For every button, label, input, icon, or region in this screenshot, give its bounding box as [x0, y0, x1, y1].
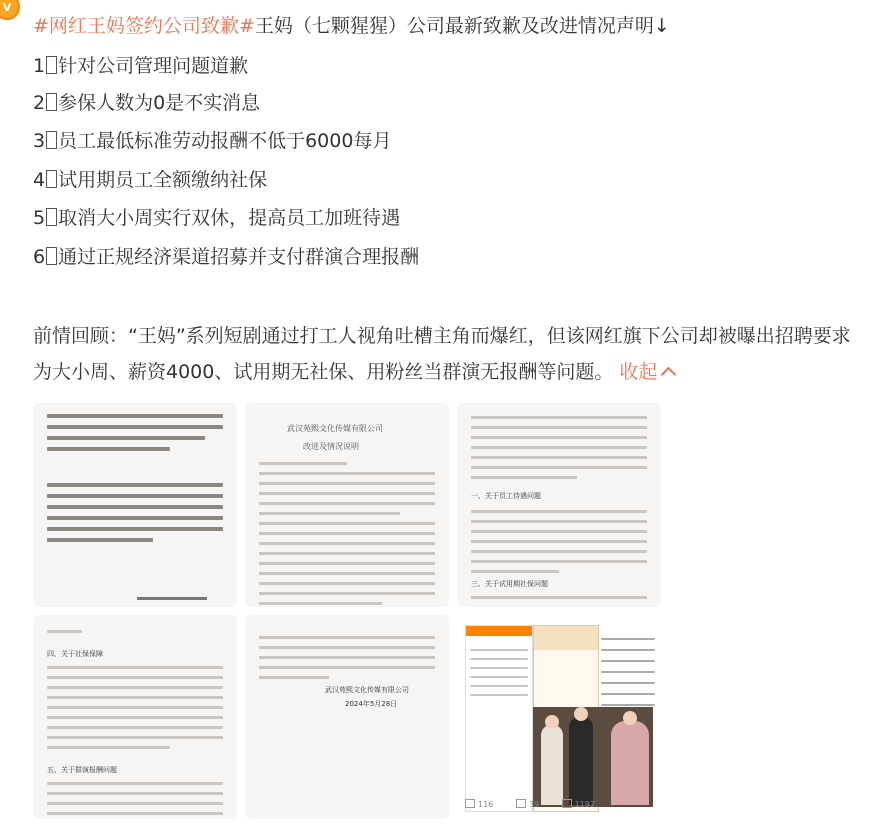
down-arrow-icon: ↓: [653, 15, 670, 37]
image-thumb-4[interactable]: 四、关于社保保障 五、关于群演报酬问题: [33, 615, 237, 819]
comment-icon: [516, 799, 526, 808]
collapse-button[interactable]: 收起: [619, 361, 674, 383]
list-item: 3 员工最低标准劳动报酬不低于6000每月: [33, 130, 392, 152]
text-list: [601, 629, 655, 715]
repost-icon: [465, 799, 475, 808]
unsupported-glyph-icon: [46, 170, 57, 188]
post-title: 王妈（七颗猩猩）公司最新致歉及改进情况声明: [254, 15, 654, 37]
unsupported-glyph-icon: [46, 247, 57, 265]
chevron-up-icon: [661, 367, 677, 383]
image-thumb-3[interactable]: 一、关于员工待遇问题 三、关于试用期社保问题: [457, 403, 661, 607]
list-item: 6 通过正规经济渠道招募并支付群演合理报酬: [33, 246, 420, 268]
list-item: 1 针对公司管理问题道歉: [33, 55, 249, 77]
post-title-line: [33, 14, 670, 38]
post-stats: [465, 799, 615, 809]
unsupported-glyph-icon: [46, 208, 57, 226]
unsupported-glyph-icon: [46, 93, 57, 111]
group-photo: [533, 707, 653, 807]
list-item: 4 试用期员工全额缴纳社保: [33, 169, 268, 191]
image-thumb-6[interactable]: [457, 615, 661, 819]
list-item: 2 参保人数为0是不实消息: [33, 92, 261, 114]
repost-count[interactable]: 116: [465, 800, 503, 809]
list-item: 5 取消大小周实行双休，提高员工加班待遇: [33, 207, 401, 229]
image-thumb-1[interactable]: [33, 403, 237, 607]
image-thumb-2[interactable]: 武汉苑熙文化传媒有限公司 改进及情况说明: [245, 403, 449, 607]
unsupported-glyph-icon: [46, 131, 57, 149]
unsupported-glyph-icon: [46, 56, 57, 74]
hashtag-link[interactable]: #网红王妈签约公司致歉#: [33, 15, 255, 37]
comment-count[interactable]: 39: [516, 800, 549, 809]
like-count[interactable]: 1197: [562, 800, 605, 809]
verified-badge-icon: V: [0, 0, 20, 20]
post-background-paragraph: 前情回顾：“王妈”系列短剧通过打工人视角吐槽主角而爆红，但该网红旗下公司却被曝出招聘要求为大小周、薪资4000、试用期无社保、用粉丝当群演无报酬等问题。 收起: [33, 325, 851, 383]
image-thumb-5[interactable]: 武汉苑熙文化传媒有限公司 2024年5月28日: [245, 615, 449, 819]
phone-screenshot: [465, 625, 533, 812]
like-icon: [562, 799, 572, 808]
